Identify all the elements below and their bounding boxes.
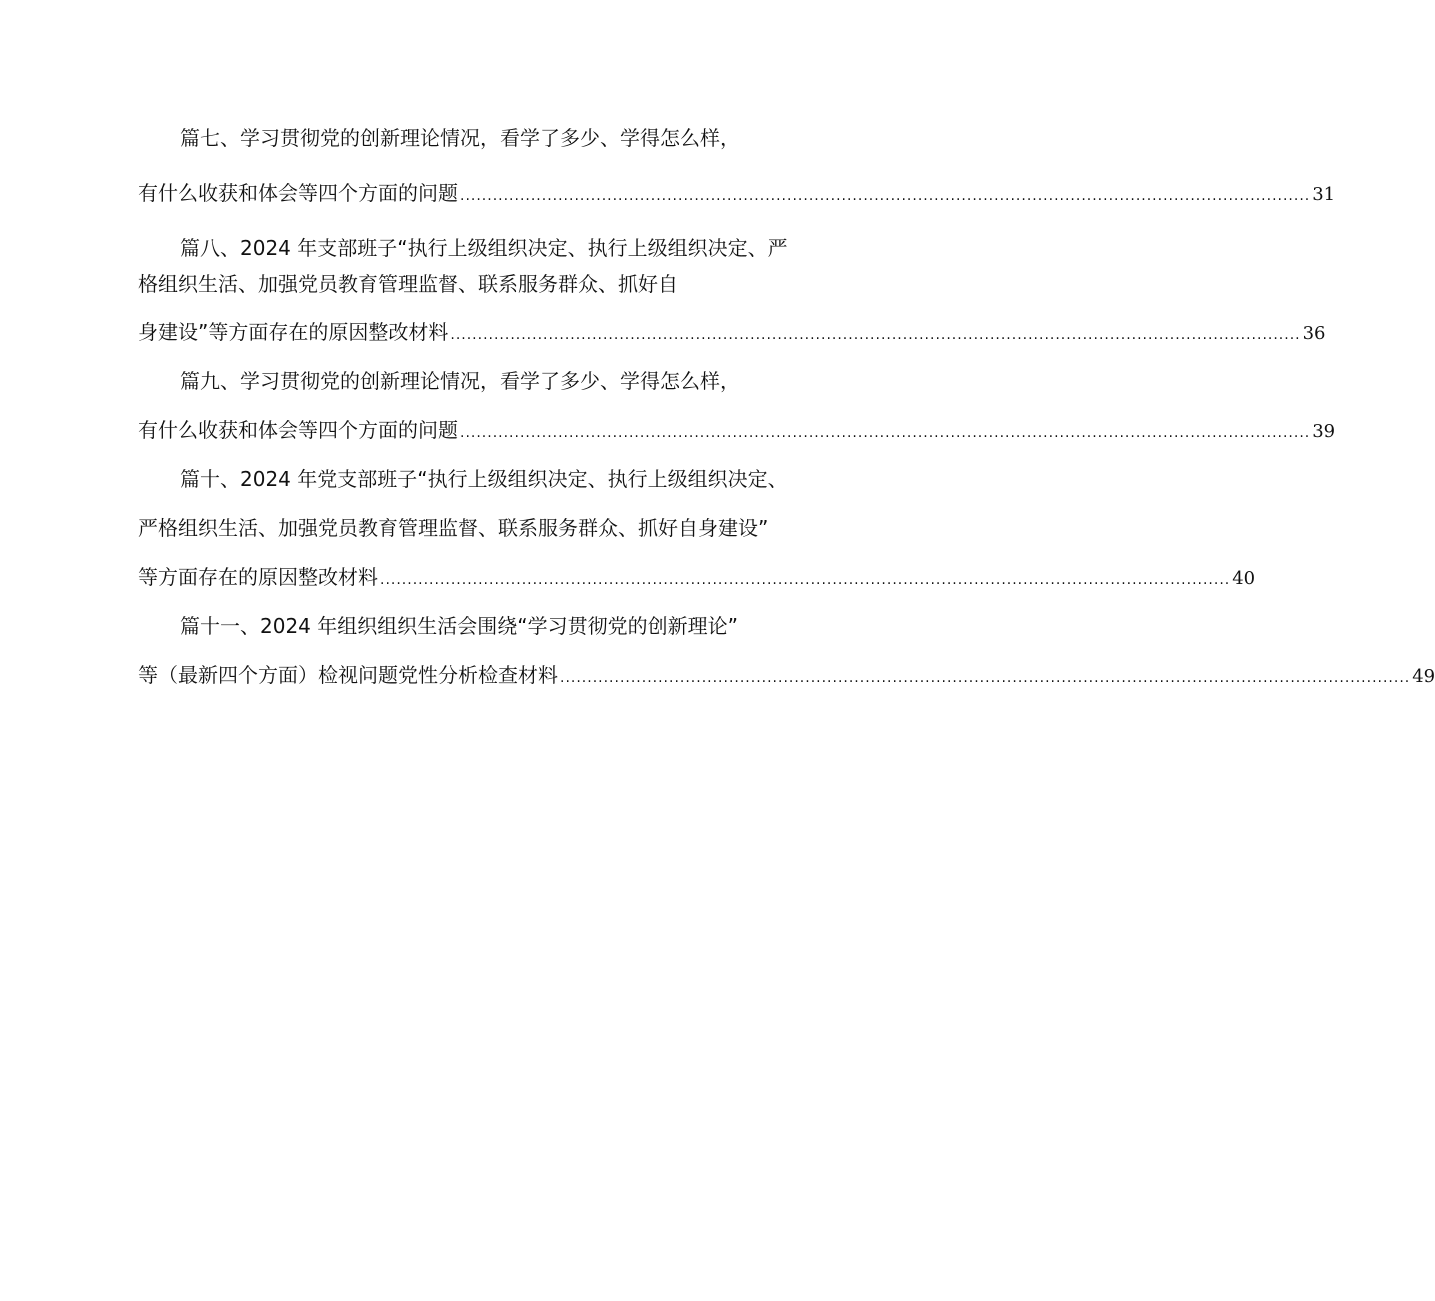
toc-entry-9-last-line[interactable] — [138, 415, 1336, 445]
toc-entry-8-last-line[interactable] — [138, 317, 1326, 347]
toc-entry-7-line-1: 篇七、学习贯彻党的创新理论情况，看学了多少、学得怎么样， — [180, 126, 740, 150]
toc-entry-title: 等方面存在的原因整改材料 — [138, 565, 378, 589]
dot-leader: ............................................................................................................................................................ — [380, 572, 1231, 588]
dot-leader: ............................................................................................................................................................ — [560, 670, 1411, 686]
dot-leader: ............................................................................................................................................................ — [460, 188, 1311, 204]
toc-entry-title: 有什么收获和体会等四个方面的问题 — [138, 181, 458, 205]
toc-entry-8-line-1: 篇八、2024 年支部班子“执行上级组织决定、执行上级组织决定、严 — [180, 236, 788, 260]
toc-page-number: 49 — [1412, 666, 1435, 687]
toc-entry-title: 等（最新四个方面）检视问题党性分析检查材料 — [138, 663, 558, 687]
toc-page-number: 40 — [1232, 568, 1256, 589]
toc-entry-7-last-line[interactable] — [138, 178, 1336, 208]
toc-entry-8-line-2: 格组织生活、加强党员教育管理监督、联系服务群众、抓好自 — [138, 272, 678, 296]
toc-page-number: 36 — [1302, 323, 1326, 344]
dot-leader: ............................................................................................................................................................ — [460, 425, 1311, 441]
dot-leader: ............................................................................................................................................................ — [450, 327, 1301, 343]
toc-entry-10-line-1: 篇十、2024 年党支部班子“执行上级组织决定、执行上级组织决定、 — [180, 467, 788, 491]
toc-page-number: 31 — [1312, 184, 1336, 205]
toc-entry-title: 身建设”等方面存在的原因整改材料 — [138, 320, 449, 344]
toc-entry-title: 有什么收获和体会等四个方面的问题 — [138, 418, 458, 442]
toc-entry-11-line-1: 篇十一、2024 年组织组织生活会围绕“学习贯彻党的创新理论” — [180, 614, 738, 638]
toc-entry-11-last-line[interactable] — [138, 660, 1435, 690]
toc-entry-9-line-1: 篇九、学习贯彻党的创新理论情况，看学了多少、学得怎么样， — [180, 369, 740, 393]
toc-entry-10-last-line[interactable] — [138, 562, 1256, 592]
toc-page-number: 39 — [1312, 421, 1336, 442]
toc-entry-10-line-2: 严格组织生活、加强党员教育管理监督、联系服务群众、抓好自身建设” — [138, 516, 769, 540]
